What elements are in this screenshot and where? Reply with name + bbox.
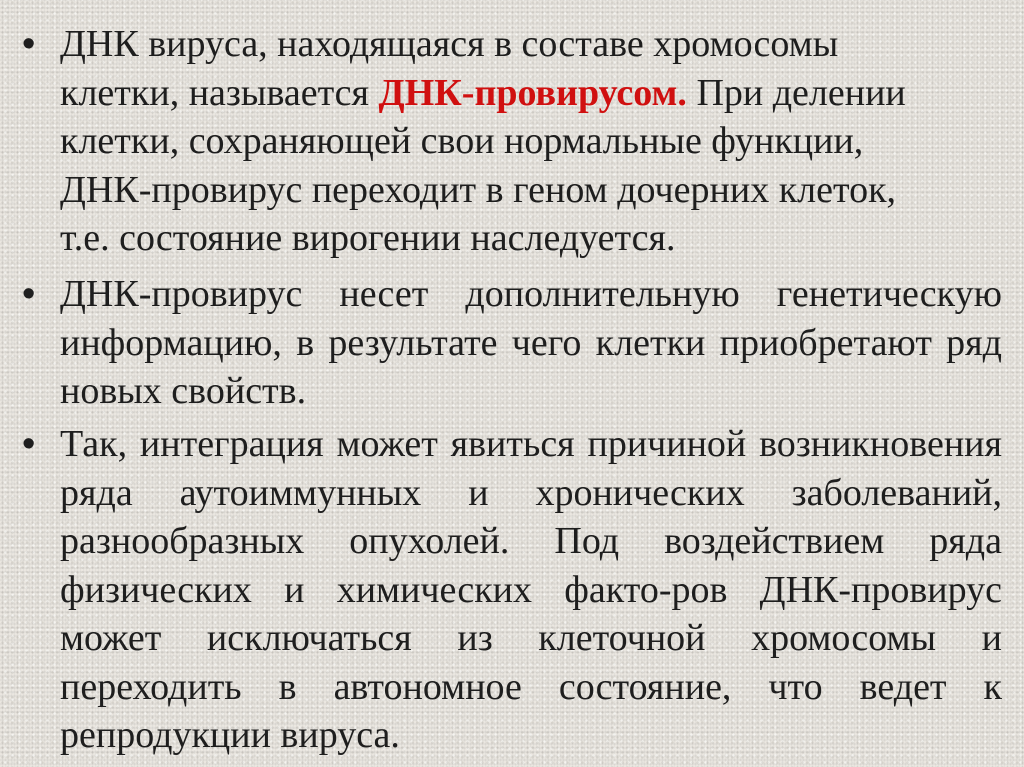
bullet-item-genetic-information <box>22 270 1012 416</box>
bullet-text <box>60 20 1002 263</box>
bullet-line: ДНК вируса, находящаяся в составе хромосомы <box>60 23 839 65</box>
bullet-item-integration-effects <box>22 420 1012 760</box>
bullet-text: Так, интеграция может явиться причиной возникновения ряда аутоиммунных и хронических заболеваний, разнообразных опухолей. Под воздействием ряда физических и химических факто-ров ДНК-провирус может исключаться из клеточной хромосомы и переходить в автономное состояние, что ведет к репродукции вируса. <box>60 423 1002 756</box>
bullet-line: т.е. состояние вирогении наследуется. <box>60 217 676 259</box>
bullet-dot: • <box>22 423 36 465</box>
bullet-line: клетки, сохраняющей свои нормальные функции, <box>60 120 864 162</box>
bullet-line: При делении <box>686 71 906 114</box>
bullet-text: ДНК-провирус несет дополнительную генетическую информацию, в результате чего клетки приобретают ряд новых свойств. <box>60 273 1002 412</box>
bullet-dot: • <box>22 23 36 65</box>
highlighted-term: ДНК-провирусом. <box>378 71 687 114</box>
bullet-line: ДНК-провирус переходит в геном дочерних клеток, <box>60 168 897 211</box>
bullet-dot: • <box>22 273 36 315</box>
bullet-item-provirus-definition <box>22 20 1012 263</box>
bullet-line: клетки, называется <box>60 71 379 114</box>
